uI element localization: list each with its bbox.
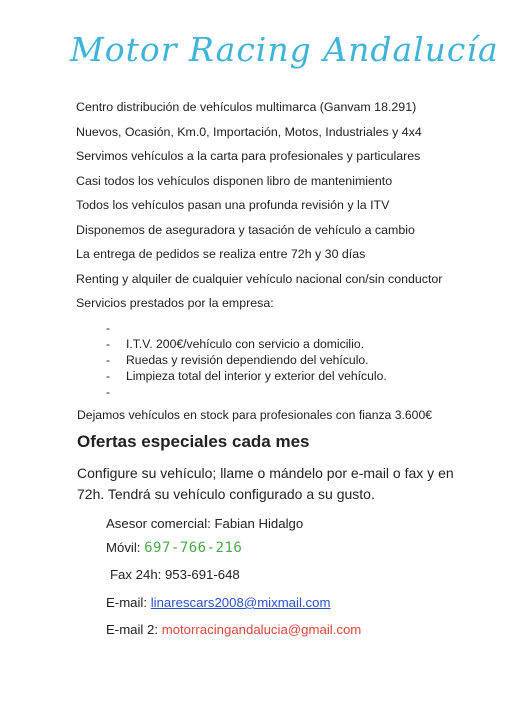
dash-bullet: - (106, 337, 111, 351)
offers-heading: Ofertas especiales cada mes (77, 432, 310, 451)
info-line: Nuevos, Ocasión, Km.0, Importación, Motos, Industriales y 4x4 (76, 124, 422, 139)
stock-note: Dejamos vehículos en stock para profesionales con fianza 3.600€ (77, 408, 433, 422)
email2-label: E-mail 2: (106, 622, 162, 637)
mobile-line (106, 540, 242, 556)
dash-bullet: - (106, 369, 111, 383)
info-line: Centro distribución de vehículos multimarca (Ganvam 18.291) (76, 100, 417, 114)
service-text: Limpieza total del interior y exterior del vehículo. (126, 369, 387, 383)
dash-bullet: - (106, 321, 111, 335)
info-line: Servimos vehículos a la carta para profesionales y particulares (76, 149, 421, 163)
service-item (106, 336, 387, 352)
email2-line (106, 622, 361, 637)
mobile-label: Móvil: (106, 540, 145, 555)
mobile-number[interactable]: 697-766-216 (144, 540, 243, 556)
page-title: Motor Racing Andalucía (70, 30, 499, 69)
service-item (106, 320, 387, 336)
info-line: Servicios prestados por la empresa: (76, 296, 274, 310)
info-line: La entrega de pedidos se realiza entre 72h y 30 días (76, 247, 366, 261)
service-item (106, 352, 387, 368)
dash-bullet: - (106, 353, 111, 367)
info-line: Disponemos de aseguradora y tasación de vehículo a cambio (76, 222, 415, 237)
info-line: Renting y alquiler de cualquier vehículo nacional con/sin conductor (76, 271, 443, 286)
info-lines (76, 95, 506, 316)
advisor-line: Asesor comercial: Fabian Hidalgo (106, 516, 304, 531)
service-item (106, 368, 387, 384)
dash-bullet: - (106, 385, 111, 399)
service-text: I.T.V. 200€/vehículo con servicio a domicilio. (126, 337, 365, 351)
fax-line: Fax 24h: 953-691-648 (110, 567, 240, 582)
email-label: E-mail: (106, 595, 151, 610)
email-link[interactable]: linarescars2008@mixmail.com (150, 595, 331, 610)
services-list (106, 320, 387, 400)
email-line (106, 595, 330, 610)
service-item (106, 384, 387, 400)
configure-text: Configure su vehículo; llame o mándelo por e-mail o fax y en 72h. Tendrá su vehículo configurado a su gusto. (77, 465, 454, 502)
info-line: Todos los vehículos pasan una profunda revisión y la ITV (76, 198, 390, 212)
service-text: Ruedas y revisión dependiendo del vehículo. (126, 353, 369, 367)
info-line: Casi todos los vehículos disponen libro de mantenimiento (76, 173, 393, 188)
email2-link[interactable]: motorracingandalucia@gmail.com (161, 622, 362, 637)
